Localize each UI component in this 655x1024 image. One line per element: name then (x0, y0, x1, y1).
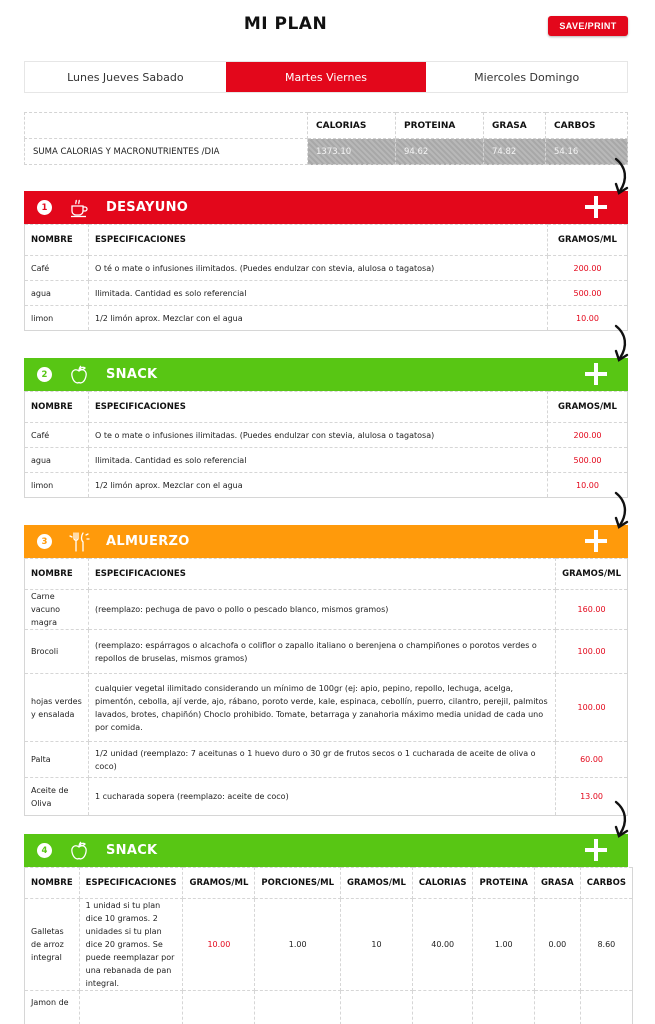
column-header-calorias: CALORIAS (412, 868, 473, 899)
column-header-especificaciones: ESPECIFICACIONES (89, 559, 556, 590)
meal-section-snack-1 (24, 358, 628, 498)
column-header-gramos: GRAMOS/ML (548, 392, 628, 423)
item-spec: Ilimitada. Cantidad es solo referencial (89, 281, 548, 306)
item-nombre: Carne vacuno magra (25, 590, 89, 630)
column-header-nombre: NOMBRE (25, 559, 89, 590)
apple-icon (68, 364, 90, 386)
item-grasa (534, 991, 580, 1024)
column-header-especificaciones: ESPECIFICACIONES (89, 225, 548, 256)
item-proteina: 1.00 (473, 899, 534, 991)
column-header-porciones: PORCIONES/ML (255, 868, 341, 899)
coffee-cup-icon (68, 197, 90, 219)
table-row (25, 742, 628, 778)
item-nombre: Aceite de Oliva (25, 778, 89, 816)
meal-section-snack-2 (24, 834, 628, 1024)
tab-lunes-jueves-sabado[interactable]: Lunes Jueves Sabado (67, 70, 184, 84)
item-spec: (reemplazo: espárragos o alcachofa o coliflor o zapallo italiano o berenjena o champiñones o porotos verdes o repollos de bruselas, mismos gramos) (89, 630, 556, 674)
section-title: ALMUERZO (106, 534, 190, 549)
summary-header-calorias: CALORIAS (308, 113, 396, 139)
table-row (25, 674, 628, 742)
table-row (25, 778, 628, 816)
curved-arrow-icon (610, 157, 634, 199)
column-header-especificaciones: ESPECIFICACIONES (79, 868, 183, 899)
section-header (24, 191, 628, 224)
item-spec: 1 unidad si tu plan dice 10 gramos. 2 unidades si tu plan dice 20 gramos. Se puede reemplazar por una rebanada de pan integral. (79, 899, 183, 991)
item-gramos: 10.00 (548, 306, 628, 331)
column-header-gramos: GRAMOS/ML (548, 225, 628, 256)
tab-martes-viernes[interactable]: Martes Viernes (226, 62, 427, 92)
item-gramos: 13.00 (556, 778, 628, 816)
item-porciones (255, 991, 341, 1024)
save-print-button[interactable]: SAVE/PRINT (548, 16, 628, 36)
column-header-especificaciones: ESPECIFICACIONES (89, 392, 548, 423)
item-spec: O te o mate o infusiones ilimitadas. (Puedes endulzar con stevia, alulosa o tagatosa) (89, 423, 548, 448)
item-spec: (reemplazo: pechuga de pavo o pollo o pescado blanco, mismos gramos) (89, 590, 556, 630)
curved-arrow-icon (610, 324, 634, 366)
column-header-gramos-2: GRAMOS/ML (341, 868, 413, 899)
add-item-button[interactable] (584, 838, 608, 862)
item-gramos: 10.00 (548, 473, 628, 498)
table-row (25, 448, 628, 473)
item-nombre: Café (25, 256, 89, 281)
items-table (24, 391, 628, 498)
table-row (25, 281, 628, 306)
item-gramos: 500.00 (548, 448, 628, 473)
table-row (25, 991, 633, 1024)
column-header-carbos: CARBOS (580, 868, 632, 899)
summary-value-carbos: 54.16 (546, 139, 628, 165)
table-row (25, 306, 628, 331)
item-nombre: Brocoli (25, 630, 89, 674)
summary-header-carbos: CARBOS (546, 113, 628, 139)
apple-icon (68, 840, 90, 862)
item-nombre: hojas verdes y ensalada (25, 674, 89, 742)
item-gramos-2 (341, 991, 413, 1024)
summary-header-grasa: GRASA (484, 113, 546, 139)
table-row (25, 473, 628, 498)
section-header (24, 525, 628, 558)
meal-section-almuerzo (24, 525, 628, 816)
meal-section-desayuno (24, 191, 628, 331)
summary-value-proteina: 94.62 (396, 139, 484, 165)
item-nombre: Jamon de (25, 991, 80, 1024)
item-spec: Ilimitada. Cantidad es solo referencial (89, 448, 548, 473)
items-table (24, 867, 633, 1024)
item-calorias: 40.00 (412, 899, 473, 991)
column-header-nombre: NOMBRE (25, 225, 89, 256)
column-header-gramos: GRAMOS/ML (556, 559, 628, 590)
item-calorias (412, 991, 473, 1024)
item-spec: 1 cucharada sopera (reemplazo: aceite de coco) (89, 778, 556, 816)
item-gramos: 160.00 (556, 590, 628, 630)
table-row (25, 630, 628, 674)
column-header-proteina: PROTEINA (473, 868, 534, 899)
section-number: 3 (37, 534, 52, 549)
tab-miercoles-domingo[interactable]: Miercoles Domingo (474, 70, 580, 84)
item-gramos: 200.00 (548, 423, 628, 448)
section-number: 1 (37, 200, 52, 215)
item-gramos: 500.00 (548, 281, 628, 306)
item-nombre: Café (25, 423, 89, 448)
section-header (24, 834, 628, 867)
item-gramos-2: 10 (341, 899, 413, 991)
macro-summary-table (24, 112, 628, 165)
item-gramos: 10.00 (183, 899, 255, 991)
section-title: SNACK (106, 843, 158, 858)
curved-arrow-icon (610, 800, 634, 842)
summary-value-calorias: 1373.10 (308, 139, 396, 165)
column-header-nombre: NOMBRE (25, 868, 80, 899)
column-header-gramos: GRAMOS/ML (183, 868, 255, 899)
item-spec: 1/2 unidad (reemplazo: 7 aceitunas o 1 huevo duro o 30 gr de frutos secos o 1 cucharada de aceite de oliva o coco) (89, 742, 556, 778)
table-row (25, 423, 628, 448)
item-proteina (473, 991, 534, 1024)
table-row (25, 590, 628, 630)
section-number: 2 (37, 367, 52, 382)
item-nombre: limon (25, 473, 89, 498)
summary-empty-cell (25, 113, 308, 139)
item-spec: O té o mate o infusiones ilimitados. (Puedes endulzar con stevia, alulosa o tagatosa) (89, 256, 548, 281)
table-row (25, 256, 628, 281)
item-nombre: agua (25, 281, 89, 306)
items-table (24, 224, 628, 331)
summary-label: SUMA CALORIAS Y MACRONUTRIENTES /DIA (25, 139, 308, 165)
add-item-button[interactable] (584, 195, 608, 219)
add-item-button[interactable] (584, 529, 608, 553)
item-nombre: Galletas de arroz integral (25, 899, 80, 991)
section-header (24, 358, 628, 391)
item-grasa: 0.00 (534, 899, 580, 991)
item-nombre: Palta (25, 742, 89, 778)
item-spec: cualquier vegetal ilimitado considerando un mínimo de 100gr (ej: apio, pepino, repollo, lechuga, acelga, pimentón, cebolla, ají verde, ajo, rábano, poroto verde, kale, espinaca, cebollín, puerro, cilantro, perejil, palmitos lavados, brotes, chapiñón) Choclo prohibido. Tomate, betarraga y zanahoria máximo media unidad de cada uno por comida. (89, 674, 556, 742)
table-row (25, 899, 633, 991)
summary-value-grasa: 74.82 (484, 139, 546, 165)
section-title: SNACK (106, 367, 158, 382)
item-porciones: 1.00 (255, 899, 341, 991)
item-gramos: 100.00 (556, 674, 628, 742)
section-title: DESAYUNO (106, 200, 189, 215)
item-nombre: agua (25, 448, 89, 473)
item-spec: 1/2 limón aprox. Mezclar con el agua (89, 306, 548, 331)
column-header-nombre: NOMBRE (25, 392, 89, 423)
cutlery-icon (68, 531, 90, 553)
item-spec: 1/2 limón aprox. Mezclar con el agua (89, 473, 548, 498)
item-gramos: 200.00 (548, 256, 628, 281)
day-tabs (24, 61, 628, 93)
item-spec (79, 991, 183, 1024)
item-nombre: limon (25, 306, 89, 331)
summary-header-proteina: PROTEINA (396, 113, 484, 139)
item-carbos (580, 991, 632, 1024)
item-carbos: 8.60 (580, 899, 632, 991)
column-header-grasa: GRASA (534, 868, 580, 899)
items-table (24, 558, 628, 816)
item-gramos (183, 991, 255, 1024)
section-number: 4 (37, 843, 52, 858)
page-title: MI PLAN (243, 14, 328, 34)
curved-arrow-icon (610, 491, 634, 533)
item-gramos: 100.00 (556, 630, 628, 674)
item-gramos: 60.00 (556, 742, 628, 778)
add-item-button[interactable] (584, 362, 608, 386)
